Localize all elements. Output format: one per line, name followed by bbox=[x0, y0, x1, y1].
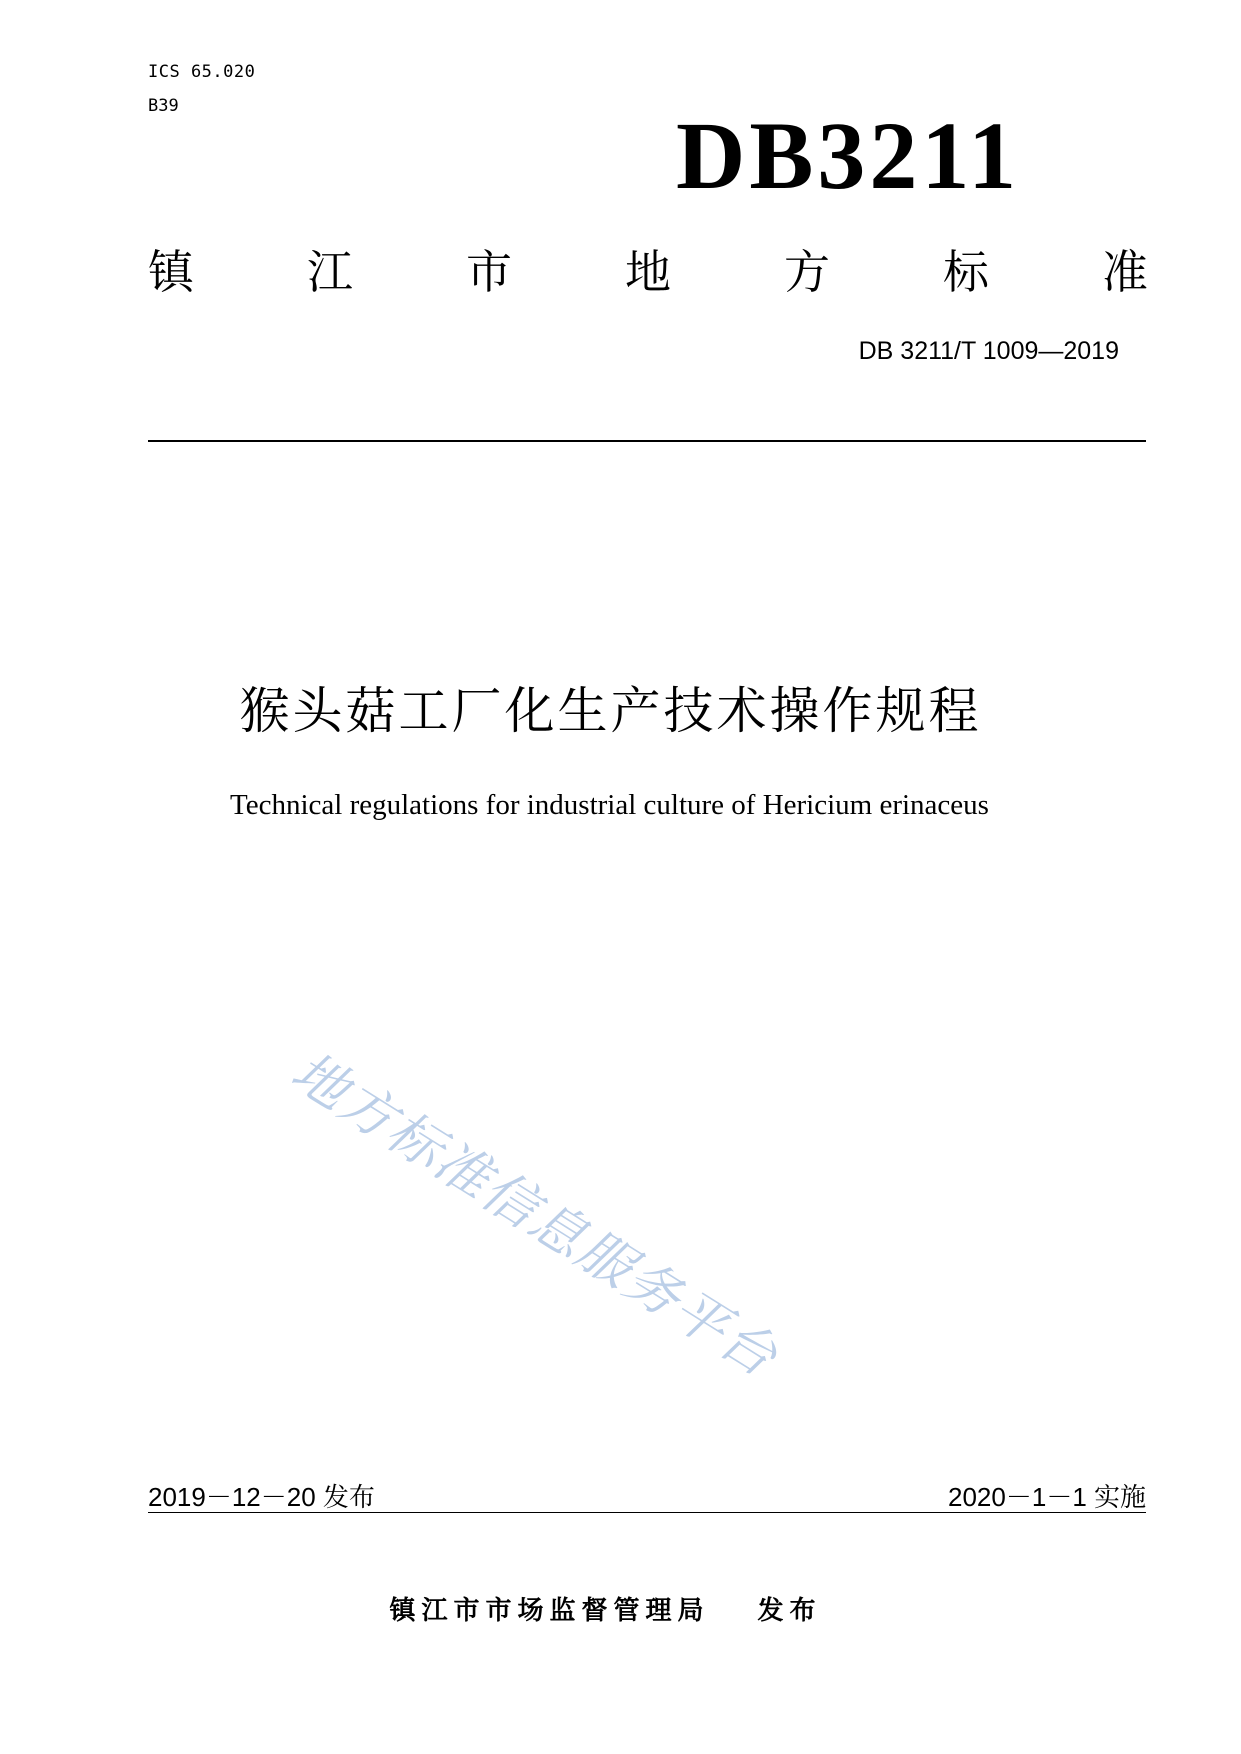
ccs-code: B39 bbox=[148, 96, 179, 116]
dates-divider bbox=[148, 1512, 1146, 1513]
document-title-english: Technical regulations for industrial culture of Hericium erinaceus bbox=[230, 789, 989, 821]
standard-type-heading bbox=[148, 244, 1148, 300]
ics-code: ICS 65.020 bbox=[148, 62, 256, 82]
implementation-date: 2020－1－1 实施 bbox=[948, 1482, 1146, 1512]
header-divider bbox=[148, 440, 1146, 442]
publisher-action: 发布 bbox=[757, 1596, 822, 1626]
standard-type-char: 市 bbox=[466, 245, 512, 299]
standard-number: DB 3211/T 1009—2019 bbox=[858, 337, 1119, 365]
standard-type-char: 方 bbox=[784, 245, 830, 299]
publisher-line bbox=[0, 1590, 1241, 1627]
standard-type-char: 地 bbox=[625, 245, 671, 299]
standard-type-char: 准 bbox=[1102, 245, 1148, 299]
watermark: 地方标准信息服务平台 bbox=[280, 1039, 790, 1390]
standard-type-char: 江 bbox=[307, 245, 353, 299]
publisher-name: 镇江市市场监督管理局 bbox=[389, 1596, 710, 1626]
standard-type-char: 镇 bbox=[148, 245, 194, 299]
standard-type-char: 标 bbox=[943, 245, 989, 299]
issue-date: 2019－12－20 发布 bbox=[148, 1482, 375, 1512]
document-title-chinese: 猴头菇工厂化生产技术操作规程 bbox=[239, 682, 982, 740]
standard-logo: DB3211 bbox=[676, 102, 1021, 209]
